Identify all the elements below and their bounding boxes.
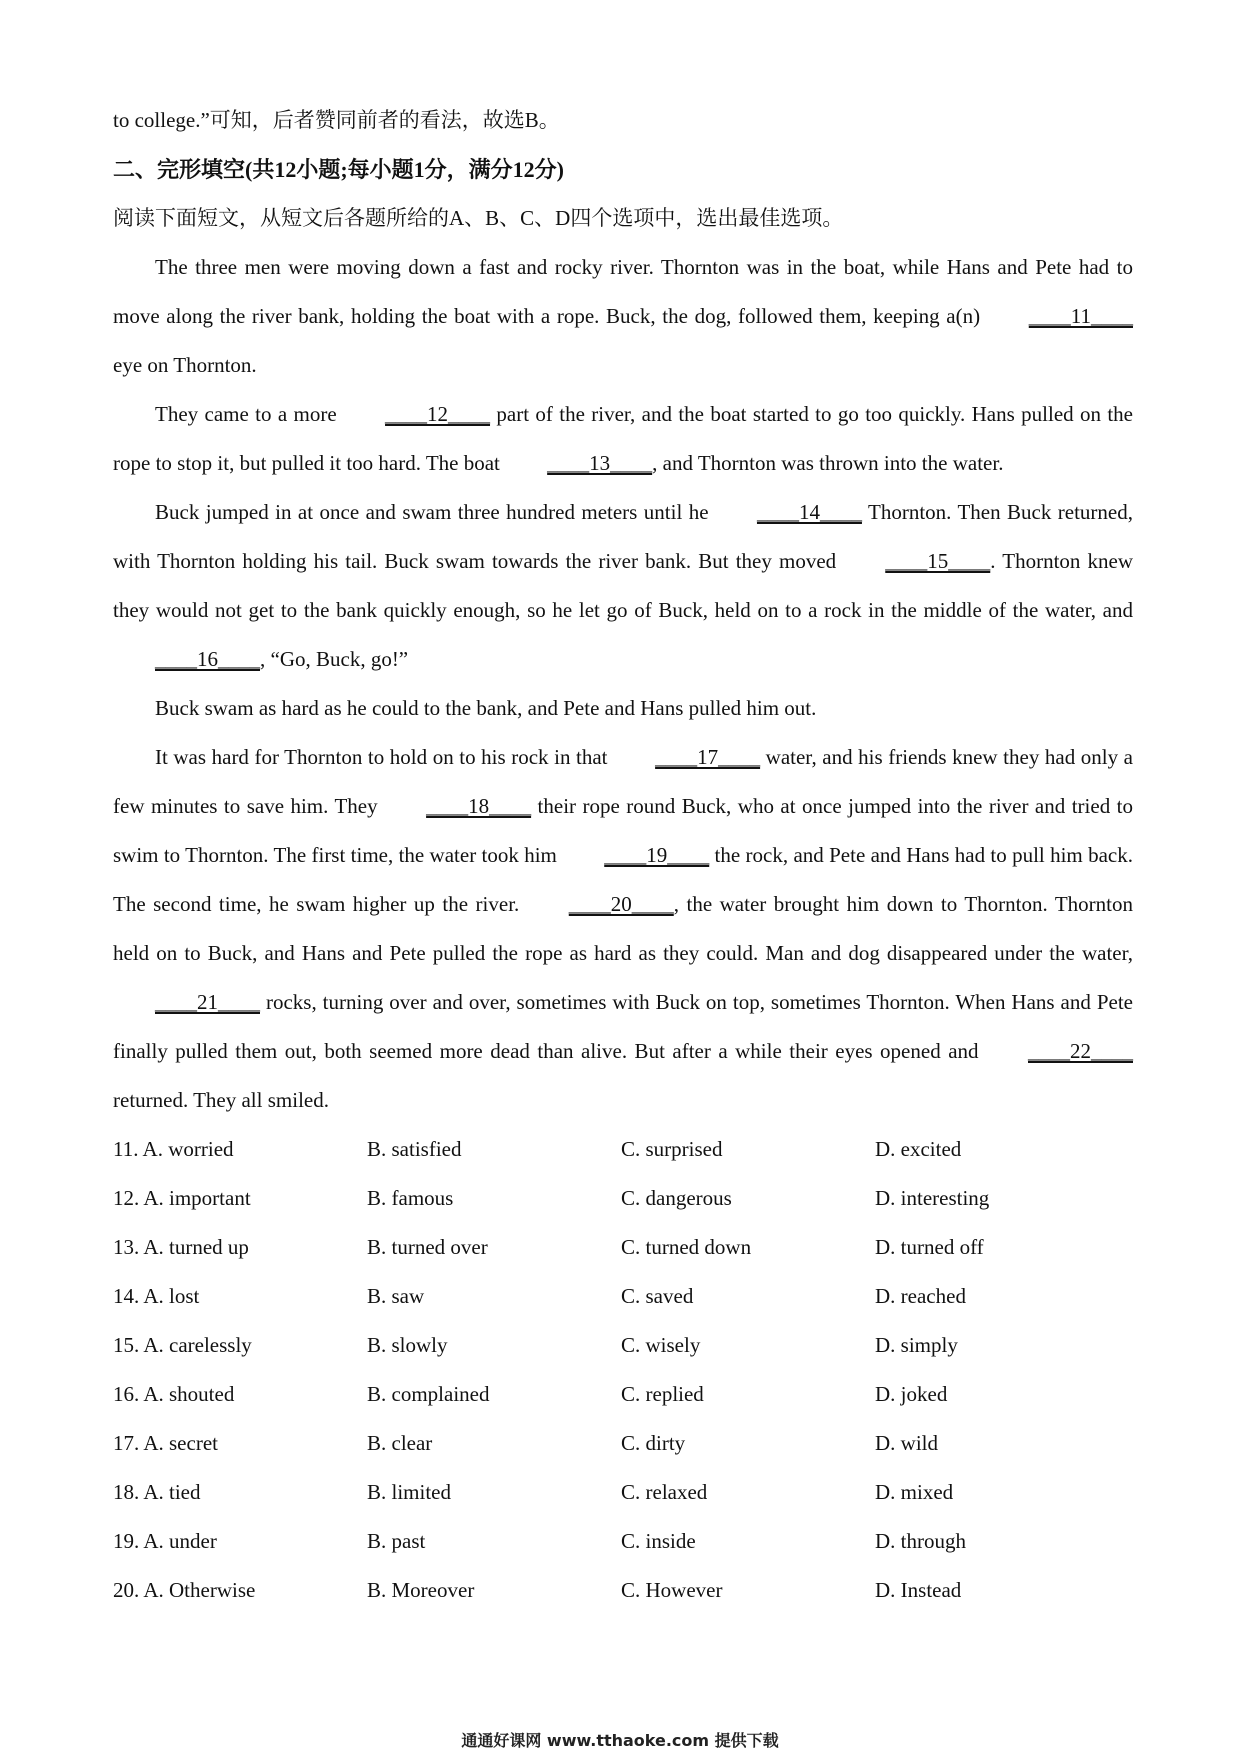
text-span: returned. They all smiled. bbox=[113, 1088, 329, 1112]
option-a: 11. A. worried bbox=[113, 1137, 234, 1161]
option-a: 17. A. secret bbox=[113, 1431, 218, 1455]
option-c: C. surprised bbox=[621, 1137, 723, 1161]
option-row-18 bbox=[113, 1468, 1133, 1517]
text-span: their rope round Buck, who at once jumped into the river and tried to swim to Thornton. The first time, the water took him bbox=[113, 794, 1133, 867]
option-c: C. replied bbox=[621, 1382, 704, 1406]
option-b: B. past bbox=[367, 1529, 426, 1553]
option-d: D. turned off bbox=[875, 1235, 984, 1259]
option-d: D. Instead bbox=[875, 1578, 962, 1602]
text-span: The three men were moving down a fast and rocky river. Thornton was in the boat, while Hans and Pete had to move along the river bank, holding the boat with a rope. Buck, the dog, followed them, keeping a(n) bbox=[113, 255, 1133, 328]
option-d: D. wild bbox=[875, 1431, 938, 1455]
option-b: B. slowly bbox=[367, 1333, 448, 1357]
passage-paragraph-4: Buck swam as hard as he could to the bank, and Pete and Hans pulled him out. bbox=[155, 696, 817, 720]
blank-21: ____21____ bbox=[155, 990, 260, 1014]
option-a: 20. A. Otherwise bbox=[113, 1578, 256, 1602]
option-c: C. turned down bbox=[621, 1235, 752, 1259]
option-row-12 bbox=[113, 1174, 1133, 1223]
text-span: rocks, turning over and over, sometimes with Buck on top, sometimes Thornton. When Hans and Pete finally pulled them out, both seemed more dead than alive. But after a while their eyes opened and bbox=[113, 990, 1133, 1063]
option-c: C. saved bbox=[621, 1284, 694, 1308]
option-d: D. reached bbox=[875, 1284, 966, 1308]
blank-15: ____15____ bbox=[885, 549, 991, 573]
intro-line: to college.”可知，后者赞同前者的看法，故选B。 bbox=[113, 108, 560, 132]
text-span: , the water brought him down to Thornton. Thornton held on to Buck, and Hans and Pete pulled the rope as hard as they could. Man and dog disappeared under the water, bbox=[113, 892, 1133, 965]
option-a: 19. A. under bbox=[113, 1529, 217, 1553]
text-span: part of the river, and the boat started to go too quickly. Hans pulled on the rope to stop it, but pulled it too hard. The boat bbox=[113, 402, 1134, 475]
text-span: the rock, and Pete and Hans had to pull him back. The second time, he swam higher up the river. bbox=[113, 843, 1133, 916]
passage-paragraph-3 bbox=[113, 488, 1133, 684]
text-span: , and Thornton was thrown into the water. bbox=[652, 451, 1004, 475]
option-c: C. dirty bbox=[621, 1431, 686, 1455]
option-b: B. limited bbox=[367, 1480, 451, 1504]
option-row-15 bbox=[113, 1321, 1133, 1370]
blank-12: ____12____ bbox=[385, 402, 491, 426]
option-d: D. simply bbox=[875, 1333, 958, 1357]
option-row-14 bbox=[113, 1272, 1133, 1321]
instruction-text: 阅读下面短文，从短文后各题所给的A、B、C、D四个选项中，选出最佳选项。 bbox=[113, 206, 844, 230]
option-d: D. interesting bbox=[875, 1186, 990, 1210]
passage-paragraph-2 bbox=[113, 390, 1133, 488]
text-span: eye on Thornton. bbox=[113, 353, 257, 377]
option-b: B. complained bbox=[367, 1382, 490, 1406]
text-span: water, and his friends knew they had only a few minutes to save him. They bbox=[113, 745, 1133, 818]
option-c: C. relaxed bbox=[621, 1480, 708, 1504]
option-row-16 bbox=[113, 1370, 1133, 1419]
text-span: Buck jumped in at once and swam three hundred meters until he bbox=[155, 500, 715, 524]
option-a: 16. A. shouted bbox=[113, 1382, 235, 1406]
blank-20: ____20____ bbox=[568, 892, 674, 916]
document-page bbox=[113, 96, 1133, 1615]
option-c: C. wisely bbox=[621, 1333, 701, 1357]
option-row-19 bbox=[113, 1517, 1133, 1566]
blank-22: ____22____ bbox=[1028, 1039, 1133, 1063]
option-b: B. saw bbox=[367, 1284, 425, 1308]
option-row-20 bbox=[113, 1566, 1133, 1615]
blank-11: ____11____ bbox=[1028, 304, 1133, 328]
passage-paragraph-5 bbox=[113, 733, 1133, 1125]
option-row-13 bbox=[113, 1223, 1133, 1272]
option-b: B. satisfied bbox=[367, 1137, 462, 1161]
text-span: Thornton. Then Buck returned, with Thornton holding his tail. Buck swam towards the river bank. But they moved bbox=[113, 500, 1133, 573]
page-footer: 通通好课网 www.tthaoke.com 提供下载 bbox=[461, 1731, 779, 1750]
text-span: They came to a more bbox=[155, 402, 344, 426]
option-d: D. joked bbox=[875, 1382, 948, 1406]
option-a: 18. A. tied bbox=[113, 1480, 201, 1504]
option-b: B. Moreover bbox=[367, 1578, 475, 1602]
option-b: B. famous bbox=[367, 1186, 454, 1210]
blank-14: ____14____ bbox=[756, 500, 862, 524]
blank-18: ____18____ bbox=[426, 794, 532, 818]
option-b: B. turned over bbox=[367, 1235, 488, 1259]
blank-13: ____13____ bbox=[547, 451, 653, 475]
option-d: D. excited bbox=[875, 1137, 962, 1161]
option-b: B. clear bbox=[367, 1431, 433, 1455]
option-d: D. through bbox=[875, 1529, 966, 1553]
text-span: It was hard for Thornton to hold on to his rock in that bbox=[155, 745, 614, 769]
blank-19: ____19____ bbox=[604, 843, 710, 867]
option-a: 14. A. lost bbox=[113, 1284, 200, 1308]
option-c: C. dangerous bbox=[621, 1186, 732, 1210]
text-span: , “Go, Buck, go!” bbox=[260, 647, 409, 671]
section-heading: 二、完形填空(共12小题;每小题1分，满分12分) bbox=[113, 157, 564, 182]
option-a: 12. A. important bbox=[113, 1186, 251, 1210]
option-a: 15. A. carelessly bbox=[113, 1333, 252, 1357]
options-list bbox=[113, 1125, 1133, 1615]
blank-17: ____17____ bbox=[655, 745, 761, 769]
option-a: 13. A. turned up bbox=[113, 1235, 249, 1259]
passage-paragraph-1 bbox=[113, 243, 1133, 390]
blank-16: ____16____ bbox=[155, 647, 260, 671]
option-c: C. inside bbox=[621, 1529, 696, 1553]
option-d: D. mixed bbox=[875, 1480, 954, 1504]
option-row-17 bbox=[113, 1419, 1133, 1468]
option-c: C. However bbox=[621, 1578, 723, 1602]
text-span: . Thornton knew they would not get to the bank quickly enough, so he let go of Buck, held on to a rock in the middle of the water, and bbox=[113, 549, 1134, 622]
option-row-11 bbox=[113, 1125, 1133, 1174]
